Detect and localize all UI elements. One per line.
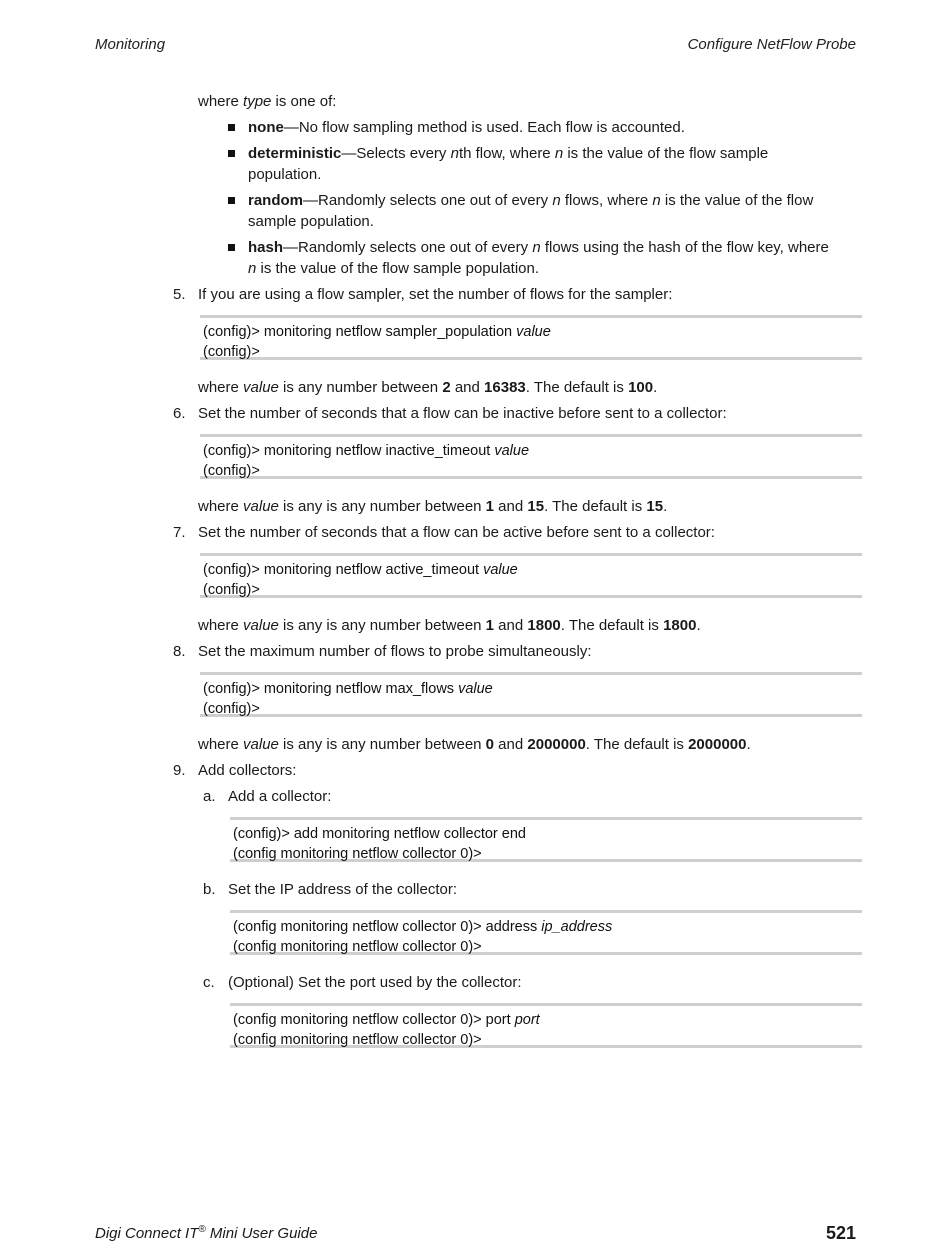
code-block-inactive-timeout [200,434,862,479]
substep-letter: c. [203,974,215,991]
step-7-text: Set the number of seconds that a flow can be active before sent to a collector: [198,524,715,541]
running-header-topic: Configure NetFlow Probe [687,36,856,53]
running-header-section: Monitoring [95,36,166,53]
code-block-collector-address [230,910,862,955]
type-intro: where type is one of: [198,93,337,110]
step-6-text: Set the number of seconds that a flow can be inactive before sent to a collector: [198,405,727,422]
bullet-random-cont: sample population. [248,213,374,230]
bullet-hash: hash—Randomly selects one out of every n flows using the hash of the flow key, where [248,239,829,256]
code-line: (config)> monitoring netflow max_flows value [203,681,493,697]
substep-a-text: Add a collector: [228,788,332,805]
step-number: 6. [173,405,186,422]
footer-guide-title: Digi Connect IT® Mini User Guide [95,1224,318,1242]
code-line: (config)> [203,463,260,479]
bullet-marker [228,150,235,157]
bullet-marker [228,244,235,251]
bullet-marker [228,197,235,204]
code-line: (config monitoring netflow collector 0)> port port [233,1012,540,1028]
code-block-collector-port [230,1003,862,1048]
code-line: (config)> [203,344,260,360]
bullet-marker [228,124,235,131]
code-line: (config)> add monitoring netflow collector end [233,826,526,842]
step-number: 5. [173,286,186,303]
step-8-text: Set the maximum number of flows to probe simultaneously: [198,643,592,660]
code-line: (config monitoring netflow collector 0)> address ip_address [233,919,613,935]
step-number: 9. [173,762,186,779]
step-6-note: where value is any is any number between 1 and 15. The default is 15. [198,498,668,515]
code-line: (config)> monitoring netflow active_timeout value [203,562,518,578]
code-block-max-flows [200,672,862,717]
code-line: (config)> monitoring netflow sampler_population value [203,324,551,340]
bullet-hash-cont: n is the value of the flow sample population. [248,260,540,277]
bullet-deterministic: deterministic—Selects every nth flow, where n is the value of the flow sample [248,145,769,162]
code-block-sampler-population [200,315,862,360]
substep-letter: a. [203,788,216,805]
bullet-random: random—Randomly selects one out of every n flows, where n is the value of the flow [248,192,814,209]
substep-b-text: Set the IP address of the collector: [228,881,458,898]
step-7-note: where value is any is any number between 1 and 1800. The default is 1800. [198,617,701,634]
code-line: (config monitoring netflow collector 0)> [233,939,482,955]
step-8-note: where value is any is any number between 0 and 2000000. The default is 2000000. [198,736,751,753]
code-line: (config)> [203,582,260,598]
code-line: (config)> [203,701,260,717]
substep-letter: b. [203,881,216,898]
code-block-add-collector [230,817,862,862]
step-9-text: Add collectors: [198,762,297,779]
bullet-none: none—No flow sampling method is used. Each flow is accounted. [248,119,685,136]
code-line: (config monitoring netflow collector 0)> [233,846,482,862]
substep-c-text: (Optional) Set the port used by the collector: [228,974,522,991]
step-5-text: If you are using a flow sampler, set the number of flows for the sampler: [198,286,673,303]
step-number: 7. [173,524,186,541]
step-number: 8. [173,643,186,660]
code-line: (config)> monitoring netflow inactive_timeout value [203,443,530,459]
code-line: (config monitoring netflow collector 0)> [233,1032,482,1048]
page-number: 521 [825,1223,856,1243]
code-block-active-timeout [200,553,862,598]
bullet-deterministic-cont: population. [248,166,322,183]
step-5-note: where value is any number between 2 and 16383. The default is 100. [198,379,658,396]
